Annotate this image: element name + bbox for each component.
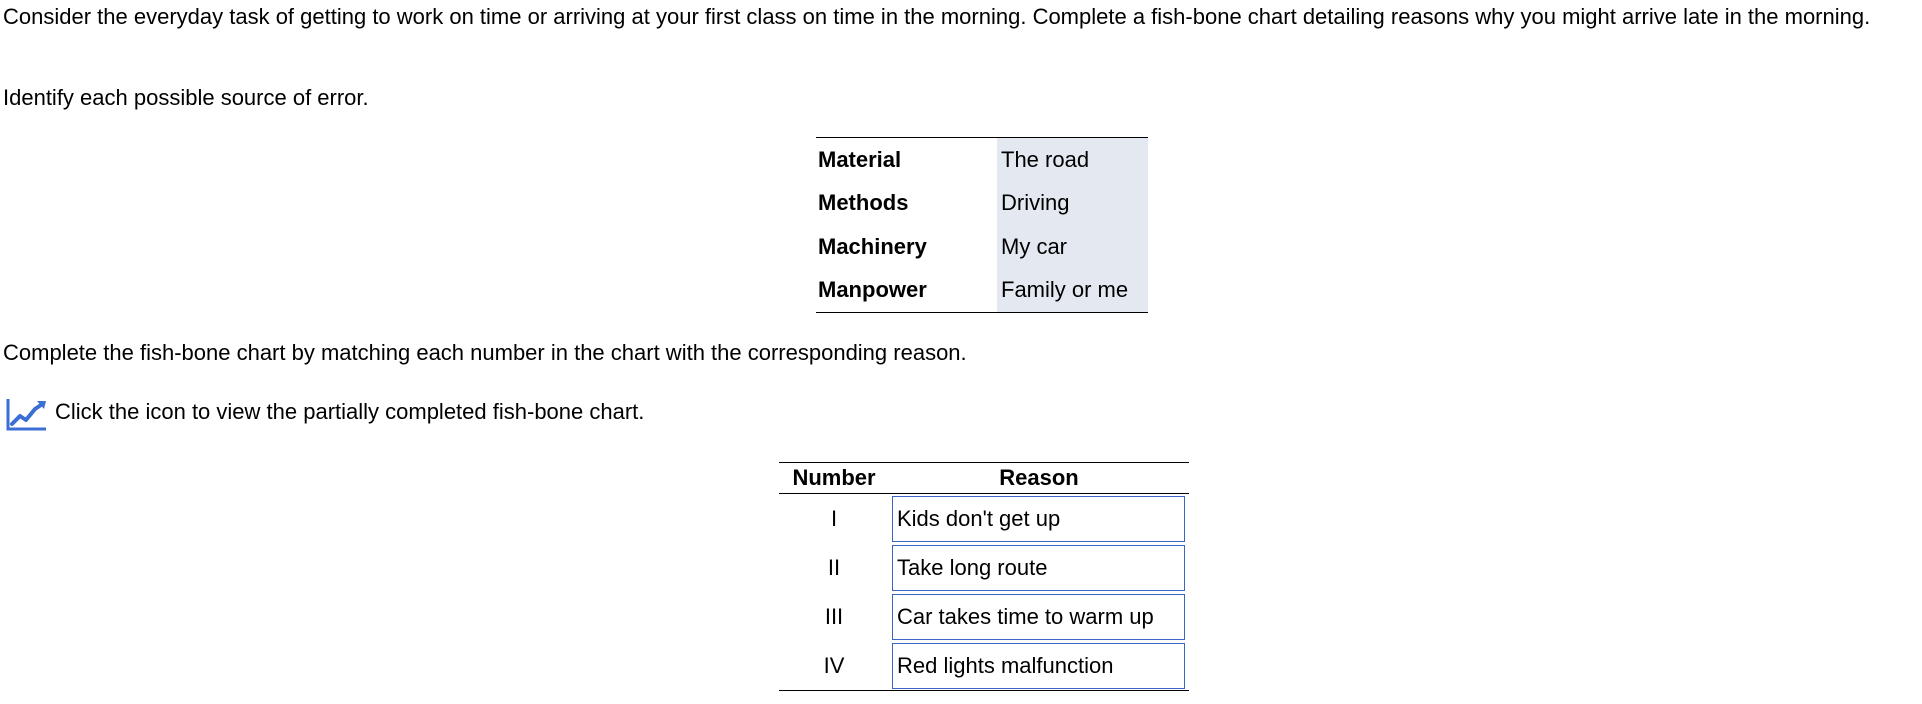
complete-instruction: Complete the fish-bone chart by matching each number in the chart with the corresponding reason. (3, 340, 967, 365)
category-label: Material (818, 146, 902, 172)
chart-icon[interactable] (6, 397, 47, 431)
answer-header-row (779, 463, 1189, 494)
category-value: Family or me (997, 269, 1148, 313)
table-row (779, 592, 1189, 641)
reason-header: Reason (889, 463, 1189, 494)
reason-cell (889, 494, 1189, 544)
reason-cell (889, 543, 1189, 592)
category-value: My car (997, 225, 1148, 269)
reason-cell (889, 592, 1189, 641)
table-row (779, 641, 1189, 691)
reason-select[interactable]: Car takes time to warm up (892, 594, 1185, 640)
category-row (816, 225, 1148, 269)
number-header: Number (779, 463, 889, 494)
category-row (816, 182, 1148, 226)
row-number: II (827, 554, 841, 580)
row-number: I (830, 505, 838, 531)
reason-select[interactable]: Take long route (892, 545, 1185, 591)
answer-table (779, 462, 1189, 691)
category-label: Machinery (818, 233, 927, 259)
reason-select[interactable]: Red lights malfunction (892, 643, 1185, 689)
reason-cell (889, 641, 1189, 691)
row-number: III (824, 603, 844, 629)
category-row (816, 269, 1148, 313)
reason-select[interactable]: Kids don't get up (892, 496, 1185, 542)
category-label: Methods (818, 190, 909, 216)
chart-link-text: Click the icon to view the partially completed fish-bone chart. (55, 399, 645, 424)
table-row (779, 494, 1189, 544)
table-row (779, 543, 1189, 592)
category-value: Driving (997, 182, 1148, 226)
category-label: Manpower (818, 277, 927, 303)
row-number: IV (779, 641, 889, 691)
category-value: The road (997, 138, 1148, 182)
category-row (816, 138, 1148, 182)
identify-text: Identify each possible source of error. (3, 85, 369, 110)
category-table (816, 137, 1148, 313)
intro-text: Consider the everyday task of getting to work on time or arriving at your first class on time in the morning. Complete a fish-bone chart detailing reasons why you might arrive late in the morning. (3, 4, 1871, 29)
